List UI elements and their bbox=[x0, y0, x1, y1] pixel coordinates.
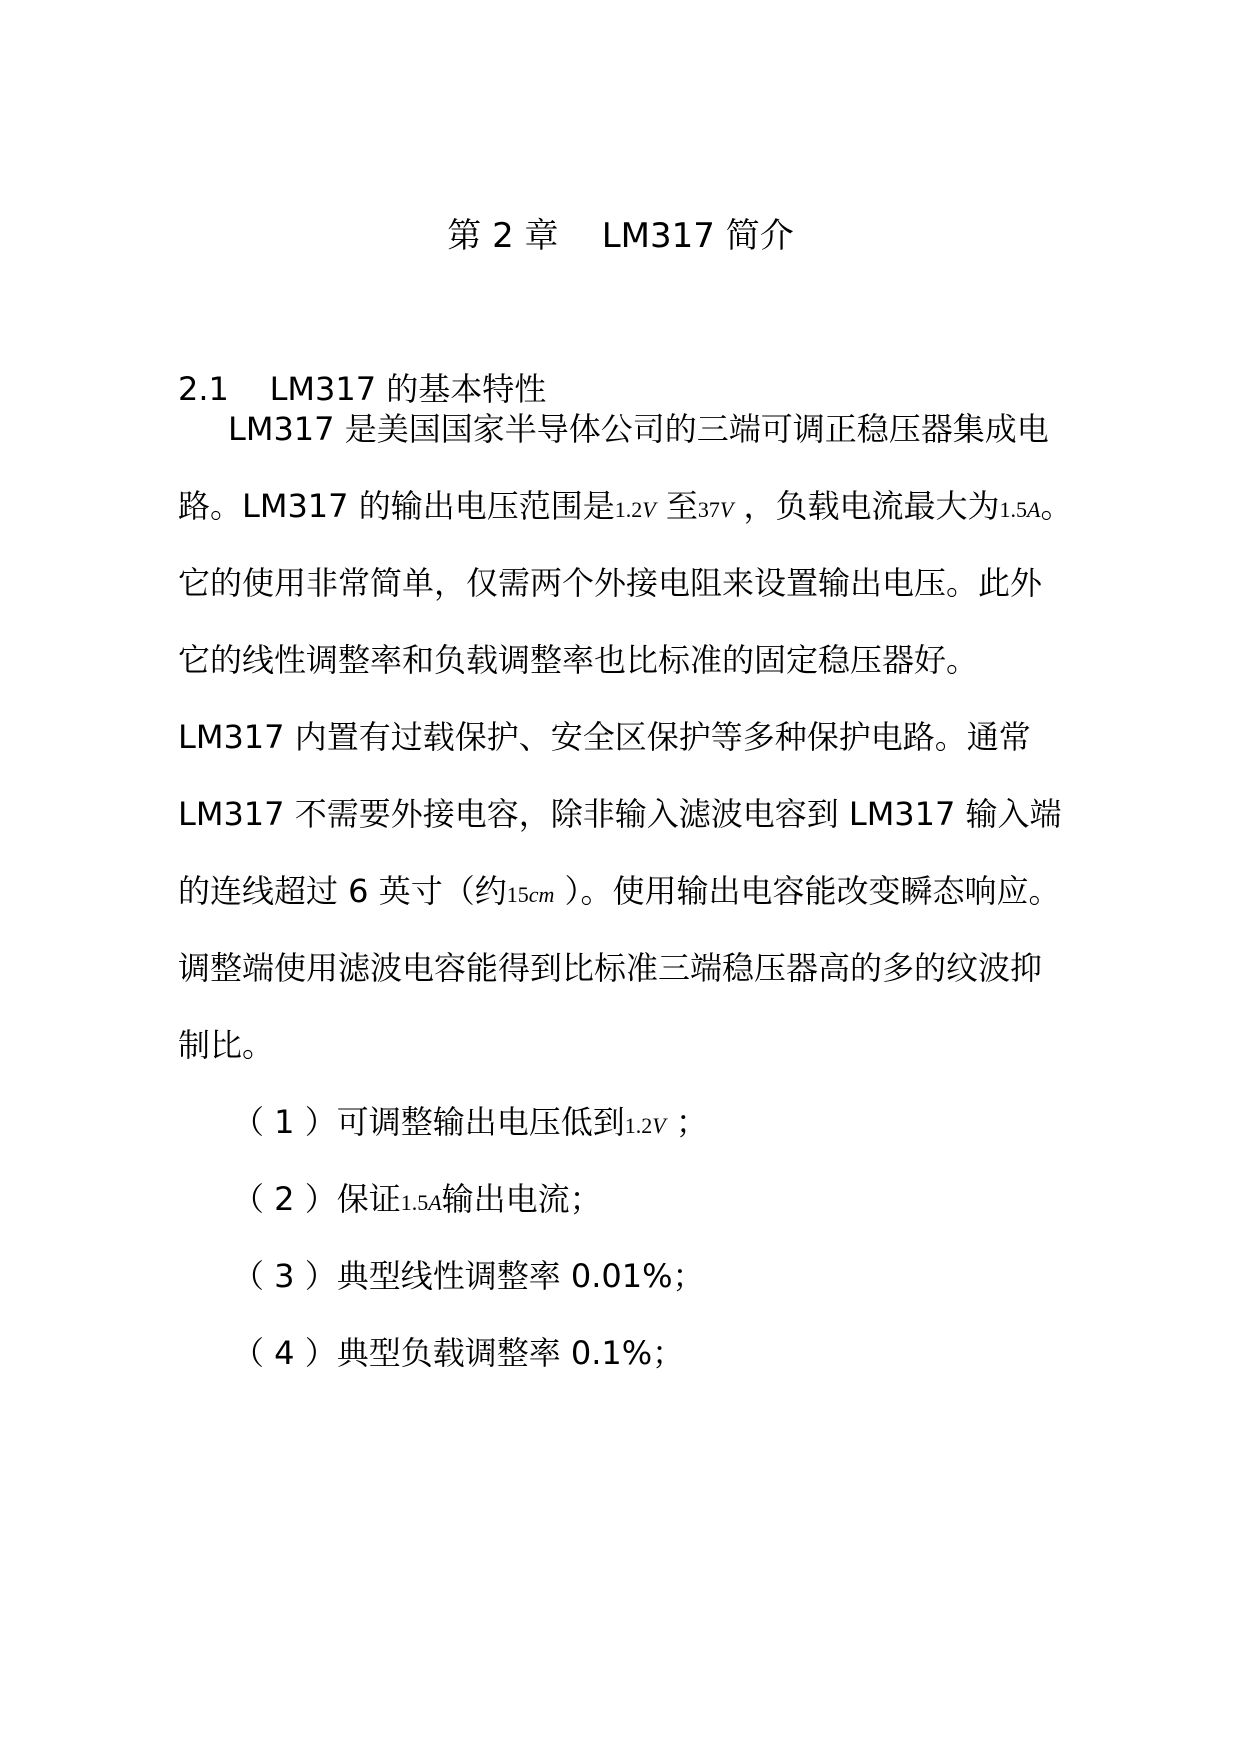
paragraph-line: 路。LM317 的输出电压范围是1.2V 至37V ，负载电流最大为1.5A。 bbox=[178, 487, 1073, 525]
paragraph-line: 的连线超过 6 英寸（约15cm ）。使用输出电容能改变瞬态响应。 bbox=[178, 872, 1061, 910]
section-heading: 2.1 LM317 的基本特性 bbox=[178, 370, 547, 408]
current-value: 1.5A bbox=[400, 1190, 442, 1215]
paragraph-line: LM317 内置有过载保护、安全区保护等多种保护电路。通常 bbox=[178, 718, 1031, 756]
feature-item-3: （ 3 ）典型线性调整率 0.01%； bbox=[232, 1257, 705, 1295]
paragraph-line: LM317 是美国国家半导体公司的三端可调正稳压器集成电 bbox=[228, 410, 1049, 448]
paragraph-line: 制比。 bbox=[178, 1026, 275, 1064]
paragraph-line: 它的线性调整率和负载调整率也比标准的固定稳压器好。 bbox=[178, 641, 979, 679]
voltage-min-value: 1.2V bbox=[614, 497, 656, 522]
length-value: 15cm bbox=[506, 882, 555, 907]
current-max-value: 1.5A bbox=[999, 497, 1041, 522]
feature-item-4: （ 4 ）典型负载调整率 0.1%； bbox=[232, 1334, 685, 1372]
voltage-max-value: 37V bbox=[697, 497, 734, 522]
paragraph-line: LM317 不需要外接电容，除非输入滤波电容到 LM317 输入端 bbox=[178, 795, 1062, 833]
feature-item-2: （ 2 ）保证1.5A输出电流； bbox=[232, 1180, 602, 1218]
feature-item-1: （ 1 ）可调整输出电压低到1.2V ； bbox=[232, 1103, 708, 1141]
voltage-min-value: 1.2V bbox=[624, 1113, 666, 1138]
paragraph-line: 它的使用非常简单，仅需两个外接电阻来设置输出电压。此外 bbox=[178, 564, 1043, 602]
paragraph-line: 调整端使用滤波电容能得到比标准三端稳压器高的多的纹波抑 bbox=[178, 949, 1043, 987]
chapter-title: 第 2 章 LM317 简介 bbox=[447, 216, 794, 256]
